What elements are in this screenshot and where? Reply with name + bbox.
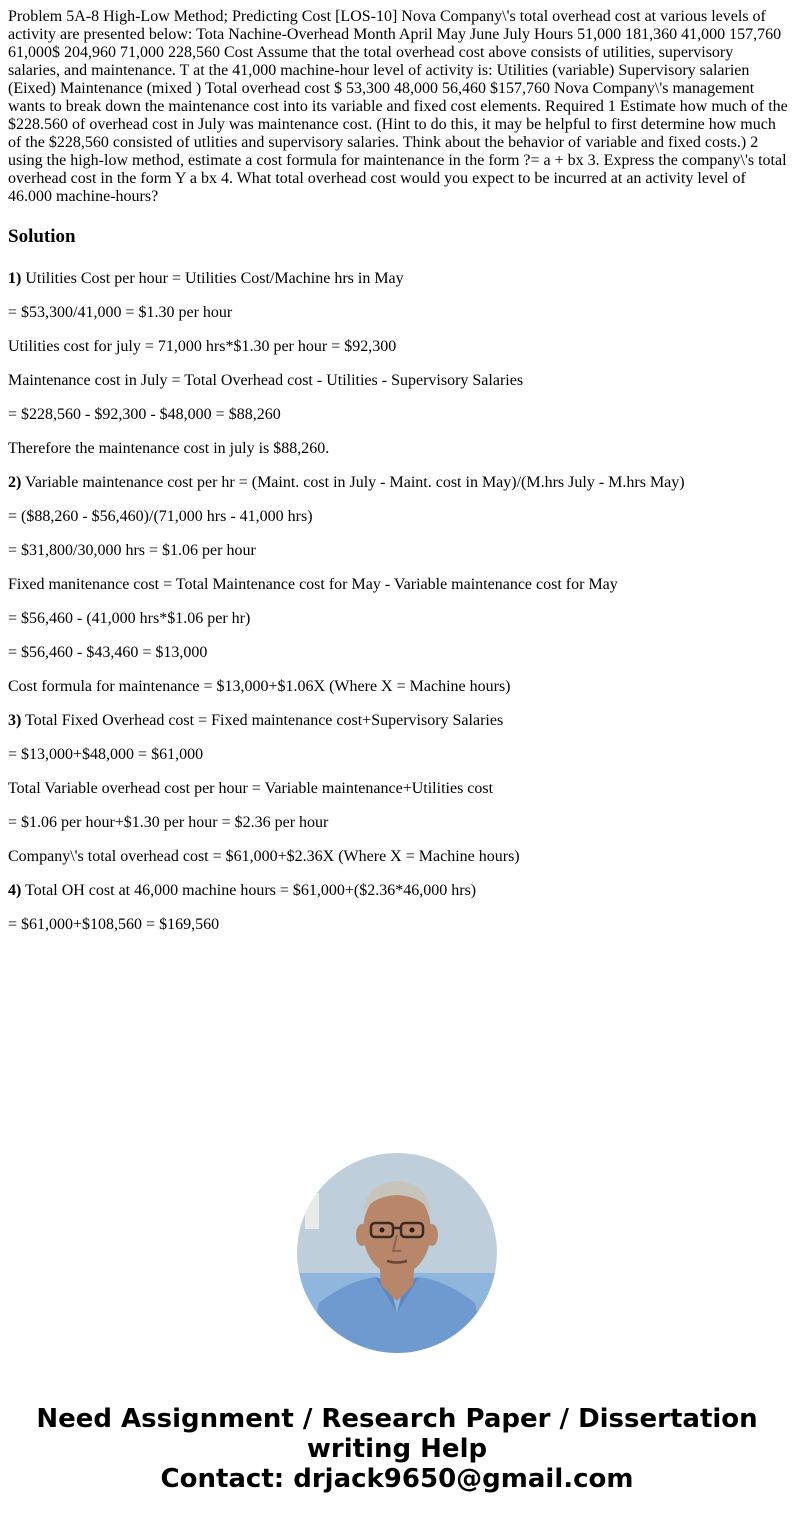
problem-statement: Problem 5A-8 High-Low Method; Predicting Cost [LOS-10] Nova Company\'s total overhead cost at various levels of activity are presented below: Tota Nachine-Overhead Month April May June July Hours 51,000 181,360 41,000 157,760 61,000$ 204,960 71,000 228,560 Cost Assume that the total overhead cost above consists of utilities, supervisory salaries, and maintenance. T at the 41,000 machine-hour level of activity is: Utilities (variable) Supervisory salarien (Eixed) Maintenance (mixed ) Total overhead cost $ 53,300 48,000 56,460 $157,760 Nova Company\'s management wants to break down the maintenance cost into its variable and fixed cost elements. Required 1 Estimate how much of the $228.560 of overhead cost in July was maintenance cost. (Hint to do this, it may be helpful to first determine how much of the $228,560 consisted of utlities and supervisory salaries. Think about the behavior of variable and fixed costs.) 2 using the high-low method, estimate a cost formula for maintenance in the form ?= a + bx 3. Express the company\'s total overhead cost in the form Y a bx 4. What total overhead cost would you expect to be incurred at an activity level of 46.000 machine-hours? [8,8,788,205]
solution-text: Total OH cost at 46,000 machine hours = $61,000+($2.36*46,000 hrs) [21,882,477,899]
document-page [8,8,788,934]
tutor-portrait-icon [297,1153,497,1353]
solution-line [8,814,788,832]
tutor-avatar [297,1153,497,1353]
solution-text: = $53,300/41,000 = $1.30 per hour [8,304,233,321]
footer-contact-line[interactable]: Contact: drjack9650@gmail.com [160,1464,634,1494]
solution-line [8,508,788,526]
solution-line [8,474,788,492]
step-number: 3) [8,712,22,729]
solution-text: = $56,460 - $43,460 = $13,000 [8,644,208,661]
solution-text: = $13,000+$48,000 = $61,000 [8,746,204,763]
solution-line [8,576,788,594]
solution-line [8,644,788,662]
solution-text: = $56,460 - (41,000 hrs*$1.06 per hr) [8,610,251,627]
solution-line [8,746,788,764]
step-number: 2) [8,474,22,491]
solution-line [8,542,788,560]
solution-text: Company\'s total overhead cost = $61,000+$2.36X (Where X = Machine hours) [8,848,520,865]
solution-line [8,440,788,458]
solution-line [8,848,788,866]
solution-text: Therefore the maintenance cost in july is $88,260. [8,440,330,457]
solution-line [8,338,788,356]
solution-line [8,678,788,696]
solution-text: Utilities cost for july = 71,000 hrs*$1.30 per hour = $92,300 [8,338,397,355]
footer-contact [0,1404,794,1494]
solution-text: Variable maintenance cost per hr = (Maint. cost in July - Maint. cost in May)/(M.hrs July - M.hrs May) [21,474,685,491]
solution-line [8,406,788,424]
solution-text: Total Variable overhead cost per hour = Variable maintenance+Utilities cost [8,780,494,797]
solution-text: Total Fixed Overhead cost = Fixed maintenance cost+Supervisory Salaries [21,712,504,729]
solution-line [8,780,788,798]
step-number: 1) [8,270,22,287]
solution-line [8,882,788,900]
solution-text: = $61,000+$108,560 = $169,560 [8,916,220,933]
solution-text: = $1.06 per hour+$1.30 per hour = $2.36 per hour [8,814,329,831]
solution-text: Maintenance cost in July = Total Overhead cost - Utilities - Supervisory Salaries [8,372,524,389]
solution-line [8,270,788,288]
solution-line [8,304,788,322]
solution-text: Cost formula for maintenance = $13,000+$1.06X (Where X = Machine hours) [8,678,511,695]
solution-line [8,712,788,730]
solution-line [8,916,788,934]
solution-text: Utilities Cost per hour = Utilities Cost/Machine hrs in May [21,270,404,287]
solution-body [8,270,788,934]
footer-line-2: writing Help [306,1434,488,1464]
solution-line [8,372,788,390]
solution-text: Fixed manitenance cost = Total Maintenance cost for May - Variable maintenance cost for May [8,576,618,593]
footer-line-1: Need Assignment / Research Paper / Dissertation [36,1404,758,1434]
solution-text: = $228,560 - $92,300 - $48,000 = $88,260 [8,406,281,423]
solution-text: = $31,800/30,000 hrs = $1.06 per hour [8,542,256,559]
solution-heading: Solution [8,226,76,247]
solution-text: = ($88,260 - $56,460)/(71,000 hrs - 41,000 hrs) [8,508,313,525]
solution-line [8,610,788,628]
step-number: 4) [8,882,22,899]
